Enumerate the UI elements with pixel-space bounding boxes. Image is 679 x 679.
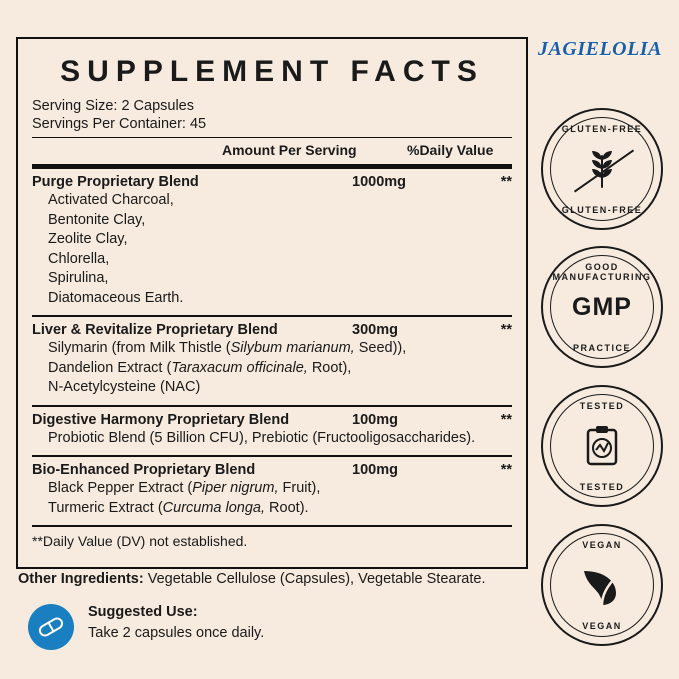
brand-logo: JAGIELOLIA — [538, 38, 662, 60]
serving-size: Serving Size: 2 Capsules — [32, 98, 194, 114]
clipboard-flask-icon — [543, 422, 661, 470]
blend-row — [32, 407, 512, 429]
daily-value-note: **Daily Value (DV) not established. — [32, 533, 248, 549]
ingredient-line: Diatomaceous Earth. — [48, 289, 184, 306]
blend-name: Digestive Harmony Proprietary Blend — [32, 411, 290, 428]
badge-gmp-top-text: GOOD MANUFACTURING — [552, 262, 652, 282]
badge-vegan — [541, 524, 663, 646]
panel-title: SUPPLEMENT FACTS — [60, 55, 484, 88]
header-daily-value: %Daily Value — [407, 142, 494, 158]
ingredient-line: N-Acetylcysteine (NAC) — [48, 379, 201, 395]
badge-gmp — [541, 246, 663, 368]
header-amount-per-serving: Amount Per Serving — [222, 142, 357, 158]
blend-name: Bio-Enhanced Proprietary Blend — [32, 462, 256, 478]
blend-row — [32, 457, 512, 479]
table-header — [32, 138, 512, 161]
badge-gluten-free-bottom-text: GLUTEN-FREE — [561, 205, 643, 215]
blend-section — [32, 315, 512, 402]
servings-per-container: Servings Per Container: 45 — [32, 116, 207, 132]
blend-daily-value: ** — [500, 411, 512, 428]
badge-vegan-top-text: VEGAN — [582, 540, 622, 550]
badge-tested-bottom-text: TESTED — [579, 482, 625, 492]
badge-gluten-free-top-text: GLUTEN-FREE — [561, 124, 643, 134]
badge-vegan-bottom-text: VEGAN — [582, 621, 622, 631]
badge-tested — [541, 385, 663, 507]
blend-name: Liver & Revitalize Proprietary Blend — [32, 322, 278, 338]
ingredient-line: Activated Charcoal, — [48, 192, 174, 208]
blend-daily-value: ** — [500, 174, 512, 190]
capsule-icon — [28, 604, 74, 650]
badge-gmp-bottom-text: PRACTICE — [572, 343, 631, 353]
ingredient-line: Black Pepper Extract (Piper nigrum, Fruit), — [48, 480, 321, 496]
ingredient-line: Spirulina, — [48, 270, 109, 286]
suggested-use-body: Take 2 capsules once daily. — [88, 625, 265, 641]
blend-row — [32, 317, 512, 339]
suggested-use-section — [28, 600, 528, 650]
blend-amount: 100mg — [352, 462, 398, 478]
ingredient-line: Turmeric Extract (Curcuma longa, Root). — [48, 499, 309, 516]
wheat-crossed-icon — [543, 142, 661, 196]
supplement-facts-panel — [16, 37, 528, 569]
blend-section — [32, 169, 512, 312]
blend-name: Purge Proprietary Blend — [32, 174, 199, 190]
badge-gluten-free — [541, 108, 663, 230]
ingredient-line: Dandelion Extract (Taraxacum officinale, Root), — [48, 359, 352, 376]
suggested-use-title: Suggested Use: — [88, 604, 198, 620]
other-ingredients — [18, 571, 538, 587]
ingredient-line: Silymarin (from Milk Thistle (Silybum marianum, Seed)), — [48, 340, 407, 356]
suggested-use-text — [88, 600, 264, 641]
ingredient-line: Chlorella, — [48, 250, 110, 267]
blend-section — [32, 405, 512, 453]
other-ingredients-value: Vegetable Cellulose (Capsules), Vegetable Stearate. — [147, 571, 486, 587]
badge-tested-top-text: TESTED — [579, 401, 625, 411]
blend-row — [32, 169, 512, 191]
blend-daily-value: ** — [500, 462, 512, 478]
ingredient-line: Zeolite Clay, — [48, 231, 128, 247]
leaf-icon — [543, 559, 661, 611]
blend-list — [32, 169, 512, 522]
other-ingredients-label: Other Ingredients: — [18, 571, 144, 587]
blend-daily-value: ** — [500, 322, 512, 338]
blend-amount: 1000mg — [352, 174, 407, 190]
badge-gmp-center-text: GMP — [572, 292, 632, 321]
ingredient-line: Probiotic Blend (5 Billion CFU), Prebiotic (Fructooligosaccharides). — [48, 429, 476, 446]
blend-amount: 300mg — [352, 322, 398, 338]
ingredient-line: Bentonite Clay, — [48, 211, 146, 228]
blend-amount: 100mg — [352, 411, 398, 428]
blend-section — [32, 455, 512, 522]
